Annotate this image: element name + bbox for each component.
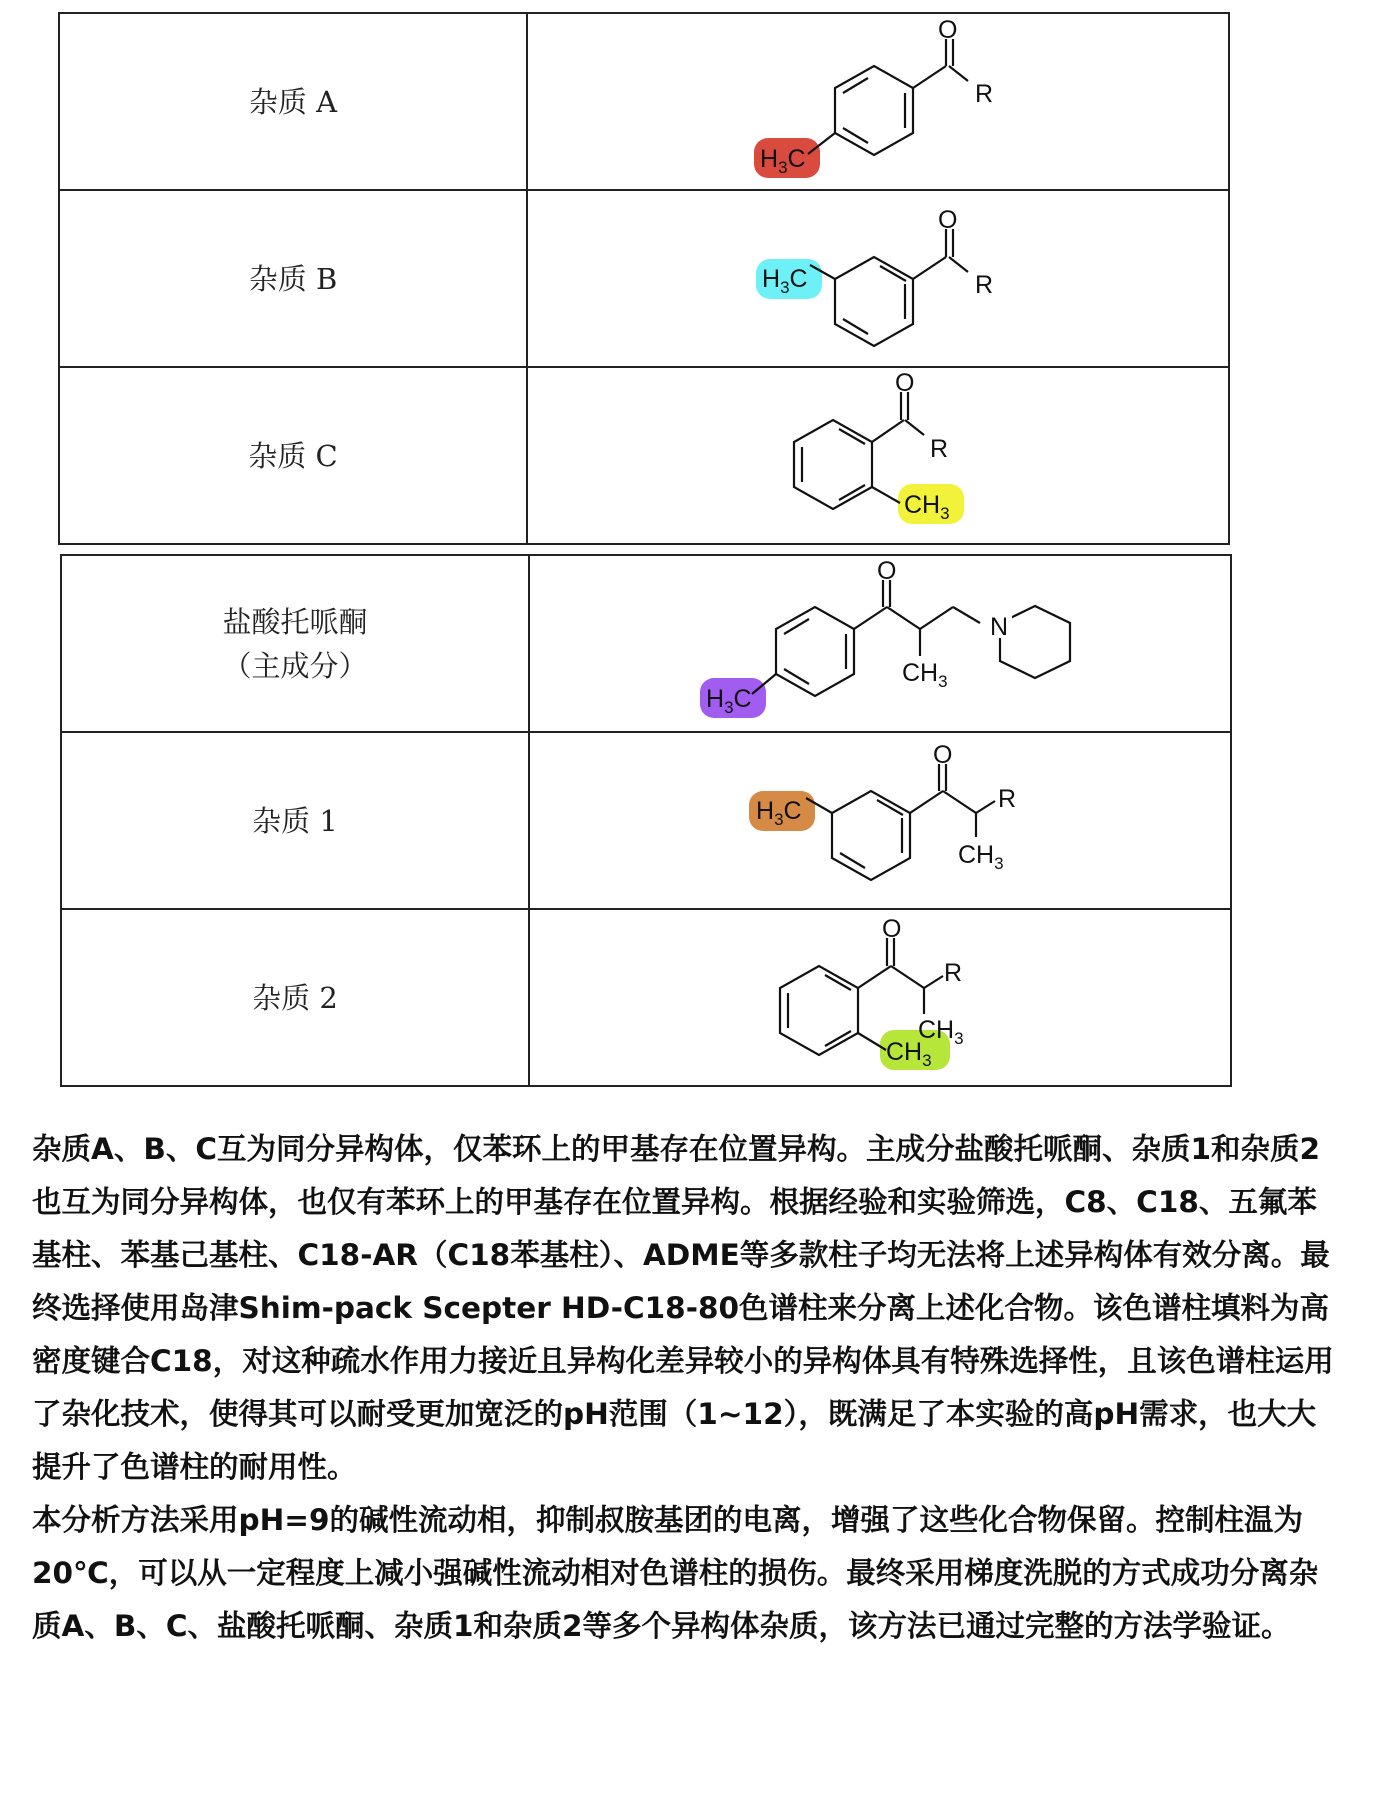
table-row <box>61 909 1231 1086</box>
atom-nitrogen: N <box>990 613 1009 641</box>
compound-name-cell <box>61 909 529 1086</box>
structure-impurity-2 <box>530 910 1230 1085</box>
atom-r: R <box>998 785 1017 813</box>
table-row <box>59 190 1229 367</box>
compound-subtitle: （主成分） <box>222 648 368 683</box>
benzene-ring <box>832 791 910 880</box>
compound-name: 杂质 1 <box>252 803 338 838</box>
structure-impurity-a <box>528 14 1228 189</box>
structure-cell <box>529 909 1231 1086</box>
compound-name: 杂质 A <box>248 84 338 119</box>
structure-cell <box>527 190 1229 367</box>
structure-impurity-1 <box>530 733 1230 908</box>
methyl-label-chain: $CH_3$ <box>958 841 1004 873</box>
compound-name-cell <box>59 13 527 190</box>
benzene-ring <box>835 257 913 346</box>
compound-name: 杂质 C <box>248 438 338 473</box>
body-paragraph: 杂质A、B、C互为同分异构体，仅苯环上的甲基存在位置异构。主成分盐酸托哌酮、杂质1和杂质2也互为同分异构体，也仅有苯环上的甲基存在位置异构。根据经验和实验筛选，C8、C18、五氟苯基柱、苯基己基柱、C18-AR（C18苯基柱）、ADME等多款柱子均无法将上述异构体有效分离。最终选择使用岛津Shim-pack Scepter HD-C18-80色谱柱来分离上述化合物。该色谱柱填料为高密度键合C18，对这种疏水作用力接近且异构化差异较小的异构体具有特殊选择性，且该色谱柱运用了杂化技术，使得其可以耐受更加宽泛的pH范围（1~12），既满足了本实验的高pH需求，也大大提升了色谱柱的耐用性。 <box>32 1132 1334 1484</box>
benzene-ring <box>780 966 858 1055</box>
impurity-table-bottom <box>60 554 1232 1087</box>
compound-name-cell <box>59 190 527 367</box>
compound-name-cell <box>59 367 527 544</box>
atom-oxygen: O <box>938 206 958 234</box>
atom-oxygen: O <box>895 369 915 397</box>
atom-r: R <box>930 435 949 463</box>
table-row <box>59 367 1229 544</box>
compound-name: 杂质 B <box>248 261 338 296</box>
methyl-label: $H_3C$ <box>756 797 802 829</box>
compound-name-cell <box>61 555 529 732</box>
table-row <box>61 732 1231 909</box>
structure-cell <box>529 555 1231 732</box>
structure-cell <box>529 732 1231 909</box>
methyl-label-chain: $CH_3$ <box>902 659 948 691</box>
atom-oxygen: O <box>933 741 953 769</box>
methyl-label: $H_3C$ <box>760 145 806 177</box>
impurity-table-top <box>58 12 1230 545</box>
structure-impurity-b <box>528 191 1228 366</box>
compound-name: 盐酸托哌酮 <box>222 604 368 639</box>
benzene-ring <box>794 420 872 509</box>
methyl-label: $H_3C$ <box>706 685 752 717</box>
structure-cell <box>527 13 1229 190</box>
benzene-ring <box>776 607 854 696</box>
atom-r: R <box>975 271 994 299</box>
structure-cell <box>527 367 1229 544</box>
atom-r: R <box>975 80 994 108</box>
compound-name: 杂质 2 <box>252 980 338 1015</box>
atom-r: R <box>944 959 963 987</box>
benzene-ring <box>835 66 913 155</box>
methyl-label: $H_3C$ <box>762 265 808 297</box>
body-paragraph: 本分析方法采用pH=9的碱性流动相，抑制叔胺基团的电离，增强了这些化合物保留。控制柱温为20℃，可以从一定程度上减小强碱性流动相对色谱柱的损伤。最终采用梯度洗脱的方式成功分离杂质A、B、C、盐酸托哌酮、杂质1和杂质2等多个异构体杂质，该方法已通过完整的方法学验证。 <box>32 1503 1319 1643</box>
structure-impurity-c <box>528 368 1228 543</box>
table-row <box>59 13 1229 190</box>
methyl-label: $CH_3$ <box>886 1038 932 1070</box>
methyl-label-chain: $CH_3$ <box>918 1016 964 1048</box>
methyl-label: $CH_3$ <box>904 491 950 523</box>
atom-oxygen: O <box>877 557 897 585</box>
table-row <box>61 555 1231 732</box>
atom-oxygen: O <box>938 16 958 44</box>
compound-name-cell <box>61 732 529 909</box>
atom-oxygen: O <box>882 915 902 943</box>
structure-tolperisone <box>530 556 1230 731</box>
